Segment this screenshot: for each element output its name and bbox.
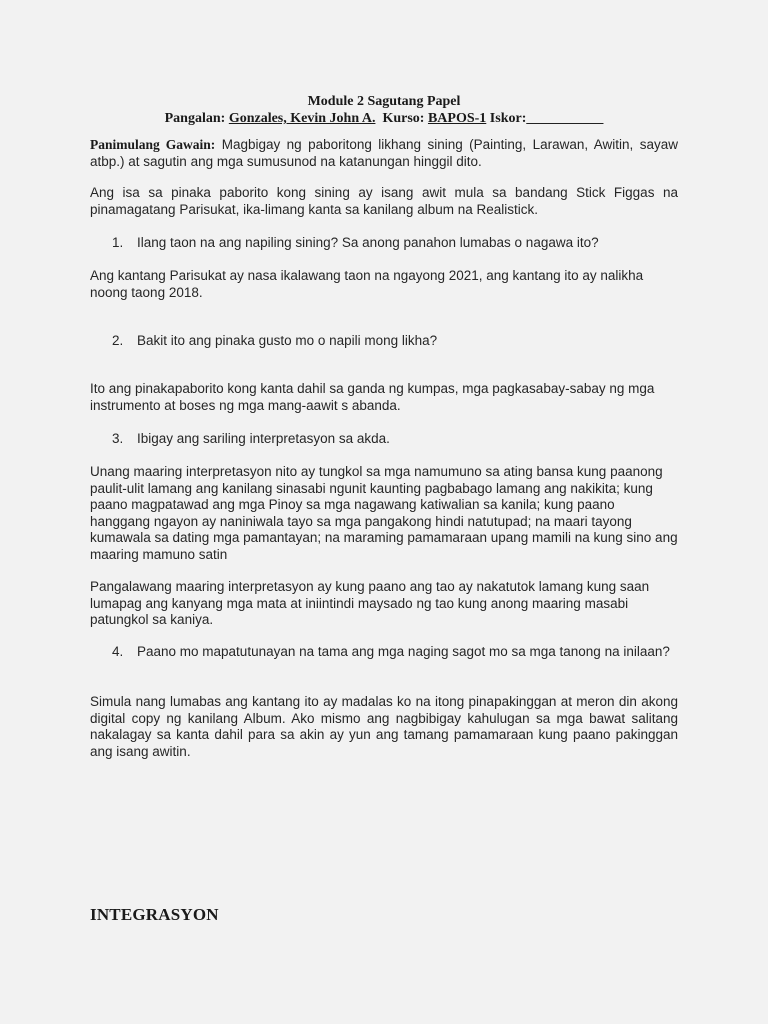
- intro-text: Magbigay ng paboritong likhang sining (Painting, Larawan, Awitin, sayaw atbp.) at sagutin ang mga sumusunod na katanungan hinggil dito.: [90, 137, 678, 169]
- question-number: 1.: [112, 235, 124, 250]
- course-value: BAPOS-1: [427, 111, 487, 126]
- question-2: [90, 333, 678, 350]
- answer-1: Ang kantang Parisukat ay nasa ikalawang taon na ngayong 2021, ang kantang ito ay nalikha noong taong 2018.: [90, 268, 644, 300]
- score-label: Iskor:: [489, 111, 527, 126]
- question-text: Ibigay ang sariling interpretasyon sa akda.: [137, 431, 390, 446]
- intro-paragraph: [90, 137, 678, 170]
- answer-3-second: Pangalawang maaring interpretasyon ay kung paano ang tao ay nakatutok lamang kung saan lumapag ang kanyang mga mata at iniintindi maysado ng tao kung anong maaring masabi patungkol sa kaniya.: [90, 579, 650, 627]
- document-title: Module 2 Sagutang Papel: [307, 94, 461, 109]
- question-1: [90, 235, 678, 252]
- student-info-line: [0, 110, 768, 127]
- name-value: Gonzales, Kevin John A.: [228, 111, 376, 126]
- question-number: 2.: [112, 333, 124, 348]
- question-number: 3.: [112, 431, 124, 446]
- question-text: Paano mo mapatutunayan na tama ang mga naging sagot mo sa mga tanong na inilaan?: [137, 644, 670, 659]
- question-text: Bakit ito ang pinaka gusto mo o napili mong likha?: [137, 333, 438, 348]
- question-3: [90, 431, 678, 448]
- question-number: 4.: [112, 644, 124, 659]
- answer-intro: Ang isa sa pinaka paborito kong sining ay isang awit mula sa bandang Stick Figgas na pinamagatang Parisukat, ika-limang kanta sa kanilang album na Realistick.: [90, 185, 678, 217]
- score-blank: ___________: [526, 111, 604, 126]
- question-4: [90, 644, 678, 661]
- section-heading: INTEGRASYON: [90, 905, 219, 924]
- document-header: [0, 93, 768, 127]
- answer-2: Ito ang pinakapaborito kong kanta dahil sa ganda ng kumpas, mga pagkasabay-sabay ng mga instrumento at boses ng mga mang-aawit s abanda.: [90, 381, 655, 413]
- course-label: Kurso:: [382, 111, 425, 126]
- name-label: Pangalan:: [164, 111, 226, 126]
- answer-4: Simula nang lumabas ang kantang ito ay madalas ko na itong pinapakinggan at meron din akong digital copy ng kanilang Album. Ako mismo ang nagbibigay kahulugan sa mga bawat salitang nakalagay sa kanta dahil para sa akin ay yun ang tamang pamamaraan kung paano pakinggan ang isang awitin.: [90, 694, 678, 759]
- intro-lead: Panimulang Gawain:: [90, 137, 216, 152]
- question-text: Ilang taon na ang napiling sining? Sa anong panahon lumabas o nagawa ito?: [137, 235, 599, 250]
- answer-3-first: Unang maaring interpretasyon nito ay tungkol sa mga namumuno sa ating bansa kung paanong paulit-ulit lamang ang kanilang sinasabi ngunit kaunting pagbabago lamang ang nakikita; kung paano magpatawad ang mga Pinoy sa mga nagawang katiwalian sa kanila; kung paano hanggang ngayon ay naniniwala tayo sa mga pangakong hindi natutupad; na maari tayong kumawala sa dating mga pamantayan; na maraming pamamaraan upang mamili na kung sino ang maaring mamuno satin: [90, 464, 678, 562]
